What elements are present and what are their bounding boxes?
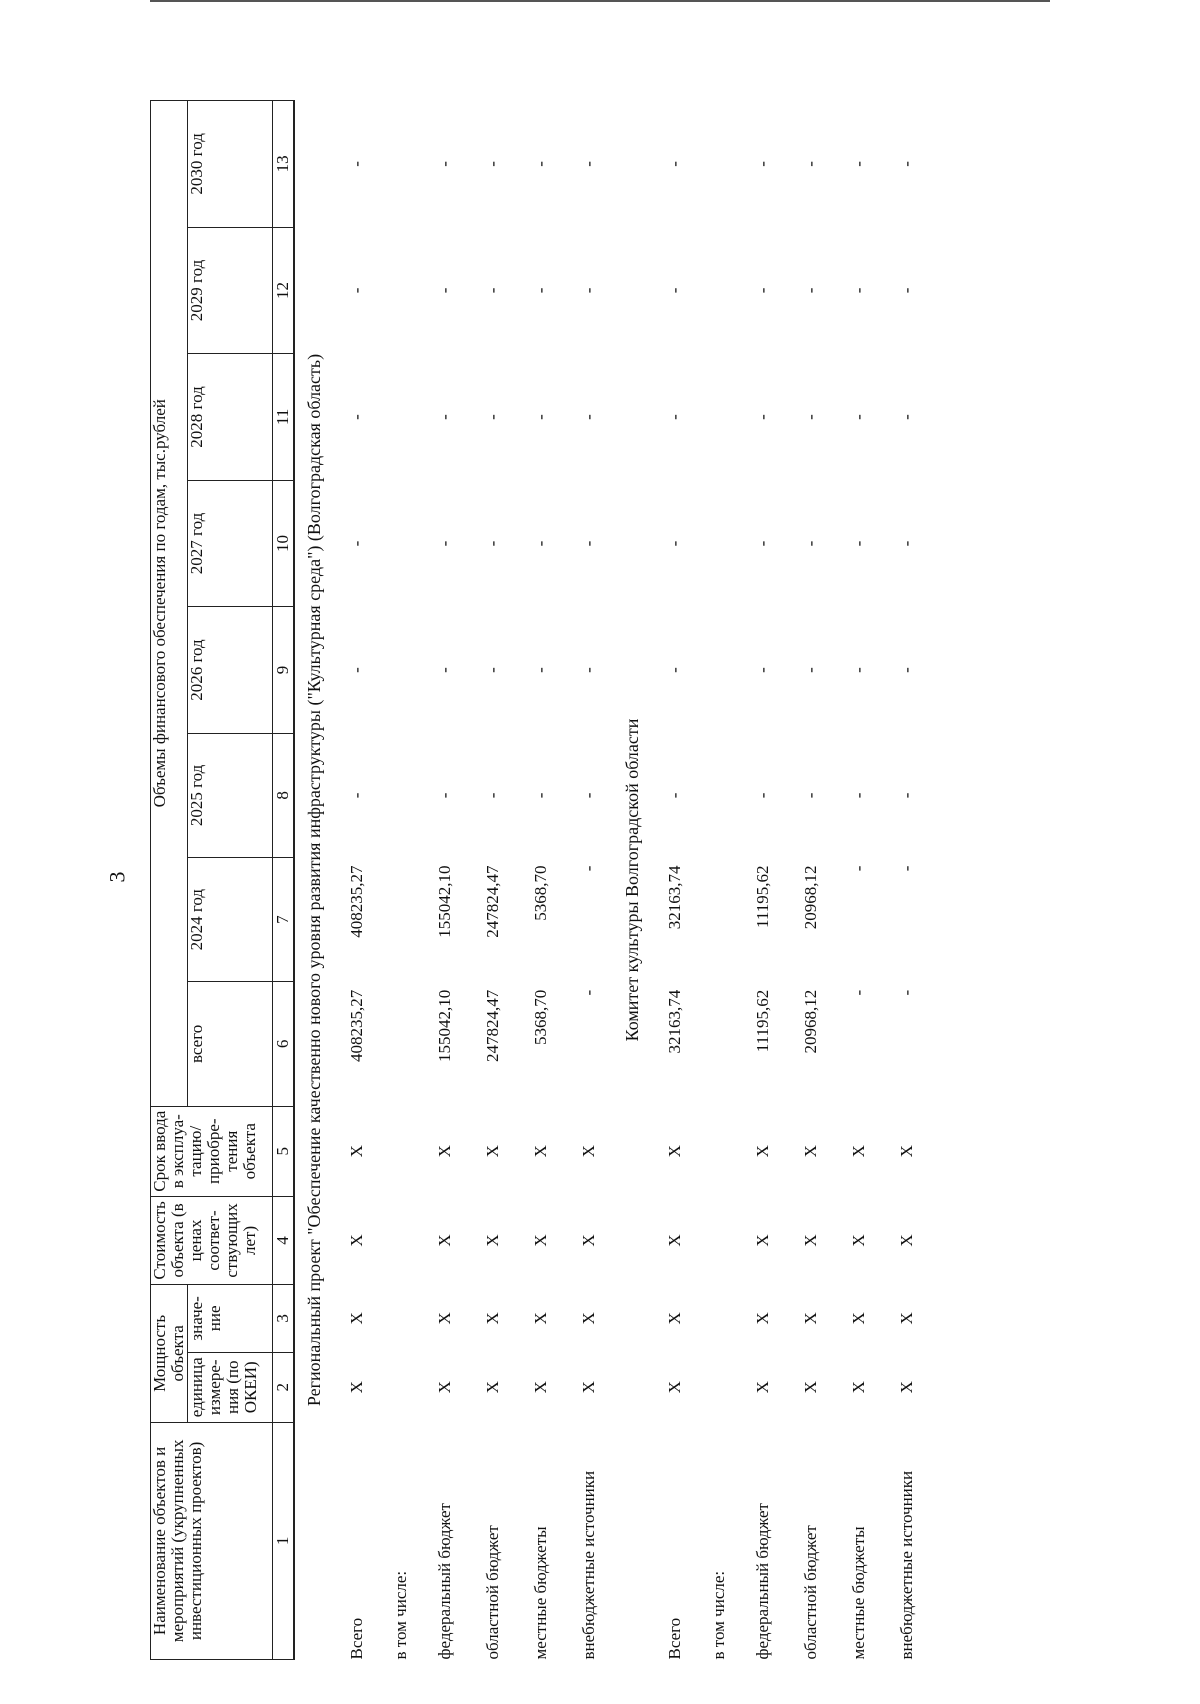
col-num-11: 11 <box>273 354 295 481</box>
cell-2030: - <box>665 161 684 167</box>
cell-value: X <box>897 1312 916 1325</box>
table-row <box>835 101 883 1660</box>
cell-cost: X <box>753 1234 772 1247</box>
col-num-13: 13 <box>273 101 295 228</box>
cell-unit: X <box>579 1381 598 1394</box>
cell-value: X <box>579 1312 598 1325</box>
cell-term: X <box>435 1145 454 1158</box>
table-row <box>883 101 931 1660</box>
cell-2030: - <box>347 161 366 167</box>
cell-total: 408235,27 <box>347 989 366 1063</box>
cell-cost: X <box>347 1234 366 1247</box>
cell-term: X <box>849 1145 868 1158</box>
cell-term: X <box>347 1145 366 1158</box>
cell-2028: - <box>753 414 772 420</box>
cell-2025: - <box>753 792 772 799</box>
cell-2024: 11195,62 <box>753 865 772 929</box>
col-num-4: 4 <box>273 1196 295 1284</box>
cell-2025: - <box>579 792 598 799</box>
row-label: в том числе: <box>391 1570 410 1660</box>
header-capacity-unit: единица измере-ния (по ОКЕИ) <box>188 1352 273 1422</box>
cell-value: X <box>665 1312 684 1325</box>
cell-2029: - <box>849 287 868 294</box>
cell-2029: - <box>801 287 820 294</box>
cell-2025: - <box>483 792 502 799</box>
cell-total: - <box>897 989 916 996</box>
cell-2028: - <box>347 414 366 420</box>
cell-2025: - <box>849 792 868 799</box>
cell-cost: X <box>849 1234 868 1247</box>
cell-cost: X <box>665 1234 684 1247</box>
table-row <box>381 101 421 1660</box>
header-year-2027: 2027 год <box>188 480 273 607</box>
cell-2024: 408235,27 <box>347 865 366 938</box>
cell-term: X <box>753 1145 772 1158</box>
cell-total: 32163,74 <box>665 989 684 1054</box>
cell-term: X <box>897 1145 916 1158</box>
cell-cost: X <box>579 1234 598 1247</box>
table-row <box>517 101 565 1660</box>
cell-2027: - <box>435 540 454 547</box>
cell-2025: - <box>665 792 684 799</box>
cell-total: 5368,70 <box>531 989 550 1046</box>
cell-cost: X <box>483 1234 502 1247</box>
col-num-5: 5 <box>273 1106 295 1196</box>
cell-2028: - <box>435 414 454 420</box>
cell-2027: - <box>531 540 550 547</box>
row-label: в том числе: <box>709 1570 728 1660</box>
cell-value: X <box>753 1312 772 1325</box>
cell-2028: - <box>897 414 916 420</box>
header-total: всего <box>188 982 273 1106</box>
cell-2030: - <box>801 161 820 167</box>
cell-value: X <box>849 1312 868 1325</box>
cell-unit: X <box>897 1381 916 1394</box>
cell-2030: - <box>849 161 868 167</box>
col-num-12: 12 <box>273 227 295 354</box>
cell-value: X <box>531 1312 550 1325</box>
cell-unit: X <box>435 1381 454 1394</box>
cell-value: X <box>435 1312 454 1325</box>
cell-value: X <box>801 1312 820 1325</box>
cell-2026: - <box>801 667 820 673</box>
col-num-9: 9 <box>273 607 295 734</box>
col-num-7: 7 <box>273 858 295 982</box>
cell-2029: - <box>435 287 454 294</box>
header-capacity: Мощность объекта <box>151 1284 188 1422</box>
cell-2027: - <box>483 540 502 547</box>
cell-2026: - <box>753 667 772 673</box>
cell-2026: - <box>531 667 550 673</box>
cell-2029: - <box>347 287 366 294</box>
cell-2025: - <box>531 792 550 799</box>
section-1-title-row <box>294 101 333 1660</box>
cell-2029: - <box>753 287 772 294</box>
cell-2024: 20968,12 <box>801 865 820 930</box>
cell-2029: - <box>531 287 550 294</box>
cell-2030: - <box>753 161 772 167</box>
cell-unit: X <box>849 1381 868 1394</box>
cell-total: 11195,62 <box>753 989 772 1053</box>
cell-value: X <box>347 1312 366 1325</box>
cell-total: 20968,12 <box>801 989 820 1054</box>
cell-2026: - <box>483 667 502 673</box>
cell-2027: - <box>753 540 772 547</box>
section-1-title: Региональный проект "Обеспечение качественно нового уровня развития инфраструктуры ("Культурная среда") (Волгоградская область) <box>303 353 324 1407</box>
cell-2027: - <box>801 540 820 547</box>
cell-total: 155042,10 <box>435 989 454 1063</box>
column-number-row <box>273 101 295 1660</box>
col-num-2: 2 <box>273 1352 295 1422</box>
cell-total: 247824,47 <box>483 989 502 1063</box>
row-label: внебюджетные источники <box>579 1470 598 1660</box>
cell-2030: - <box>483 161 502 167</box>
cell-2027: - <box>347 540 366 547</box>
row-label: Всего <box>665 1617 684 1660</box>
rotated-table-sheet <box>150 100 1090 1660</box>
cell-2024: - <box>897 865 916 872</box>
cell-2026: - <box>849 667 868 673</box>
header-year-2030: 2030 год <box>188 101 273 228</box>
header-name: Наименование объектов и мероприятий (укрупненных инвестиционных проектов) <box>151 1422 273 1659</box>
header-row-1 <box>151 101 188 1660</box>
row-label: внебюджетные источники <box>897 1470 916 1660</box>
cell-unit: X <box>801 1381 820 1394</box>
cell-unit: X <box>347 1381 366 1394</box>
cell-2030: - <box>579 161 598 167</box>
cell-2025: - <box>347 792 366 799</box>
cell-unit: X <box>531 1381 550 1394</box>
cell-2028: - <box>531 414 550 420</box>
cell-2028: - <box>849 414 868 420</box>
col-num-8: 8 <box>273 733 295 857</box>
cell-term: X <box>801 1145 820 1158</box>
table-row <box>651 101 699 1660</box>
finance-table <box>150 100 931 1660</box>
page-number: 3 <box>104 871 130 883</box>
cell-total: - <box>849 989 868 996</box>
cell-2026: - <box>435 667 454 673</box>
cell-2028: - <box>483 414 502 420</box>
table-row <box>787 101 835 1660</box>
cell-2024: - <box>579 865 598 872</box>
section-2-title: Комитет культуры Волгоградской области <box>621 718 642 1042</box>
cell-2026: - <box>579 667 598 673</box>
cell-2024: 32163,74 <box>665 865 684 930</box>
cell-2027: - <box>665 540 684 547</box>
cell-2024: 155042,10 <box>435 865 454 938</box>
col-num-6: 6 <box>273 982 295 1106</box>
cell-2030: - <box>435 161 454 167</box>
row-label: областной бюджет <box>483 1525 502 1660</box>
cell-2025: - <box>801 792 820 799</box>
cell-2028: - <box>801 414 820 420</box>
cell-2029: - <box>483 287 502 294</box>
table-row <box>565 101 613 1660</box>
cell-2026: - <box>347 667 366 673</box>
cell-term: X <box>531 1145 550 1158</box>
cell-cost: X <box>897 1234 916 1247</box>
cell-value: X <box>483 1312 502 1325</box>
cell-cost: X <box>801 1234 820 1247</box>
cell-2024: 5368,70 <box>531 865 550 921</box>
cell-2027: - <box>897 540 916 547</box>
cell-2029: - <box>665 287 684 294</box>
cell-term: X <box>483 1145 502 1158</box>
cell-2028: - <box>665 414 684 420</box>
table-row <box>739 101 787 1660</box>
row-label: местные бюджеты <box>531 1526 550 1660</box>
section-2-body <box>613 101 931 1660</box>
header-year-2026: 2026 год <box>188 607 273 734</box>
table-row <box>333 101 381 1660</box>
header-year-2025: 2025 год <box>188 733 273 857</box>
header-term: Срок ввода в эксплуа-тацию/ приобре-тения объекта <box>151 1106 273 1196</box>
cell-2025: - <box>435 792 454 799</box>
cell-unit: X <box>753 1381 772 1394</box>
section-1-body <box>294 101 613 1660</box>
cell-2029: - <box>897 287 916 294</box>
section-2-title-row <box>613 101 651 1660</box>
cell-unit: X <box>665 1381 684 1394</box>
header-year-2029: 2029 год <box>188 227 273 354</box>
row-label: федеральный бюджет <box>753 1503 772 1660</box>
table-row <box>421 101 469 1660</box>
row-label: местные бюджеты <box>849 1526 868 1660</box>
table-row <box>699 101 739 1660</box>
cell-2026: - <box>665 667 684 673</box>
scan-edge-line <box>150 0 1050 2</box>
header-finance: Объемы финансового обеспечения по годам, тыс.рублей <box>151 101 188 1107</box>
col-num-3: 3 <box>273 1284 295 1352</box>
row-label: областной бюджет <box>801 1525 820 1660</box>
col-num-10: 10 <box>273 480 295 607</box>
cell-2030: - <box>897 161 916 167</box>
header-year-2028: 2028 год <box>188 354 273 481</box>
cell-2024: - <box>849 865 868 872</box>
cell-2024: 247824,47 <box>483 865 502 938</box>
header-capacity-value: значе-ние <box>188 1284 273 1352</box>
row-label: федеральный бюджет <box>435 1503 454 1660</box>
cell-cost: X <box>531 1234 550 1247</box>
cell-2028: - <box>579 414 598 420</box>
cell-unit: X <box>483 1381 502 1394</box>
cell-2027: - <box>579 540 598 547</box>
col-num-1: 1 <box>273 1422 295 1659</box>
cell-2029: - <box>579 287 598 294</box>
row-label: Всего <box>347 1617 366 1660</box>
cell-2026: - <box>897 667 916 673</box>
cell-2027: - <box>849 540 868 547</box>
table-row <box>469 101 517 1660</box>
cell-2030: - <box>531 161 550 167</box>
cell-term: X <box>579 1145 598 1158</box>
cell-cost: X <box>435 1234 454 1247</box>
cell-2025: - <box>897 792 916 799</box>
cell-term: X <box>665 1145 684 1158</box>
cell-total: - <box>579 989 598 996</box>
header-year-2024: 2024 год <box>188 858 273 982</box>
header-cost: Стоимость объекта (в ценах соответ-ствующих лет) <box>151 1196 273 1284</box>
